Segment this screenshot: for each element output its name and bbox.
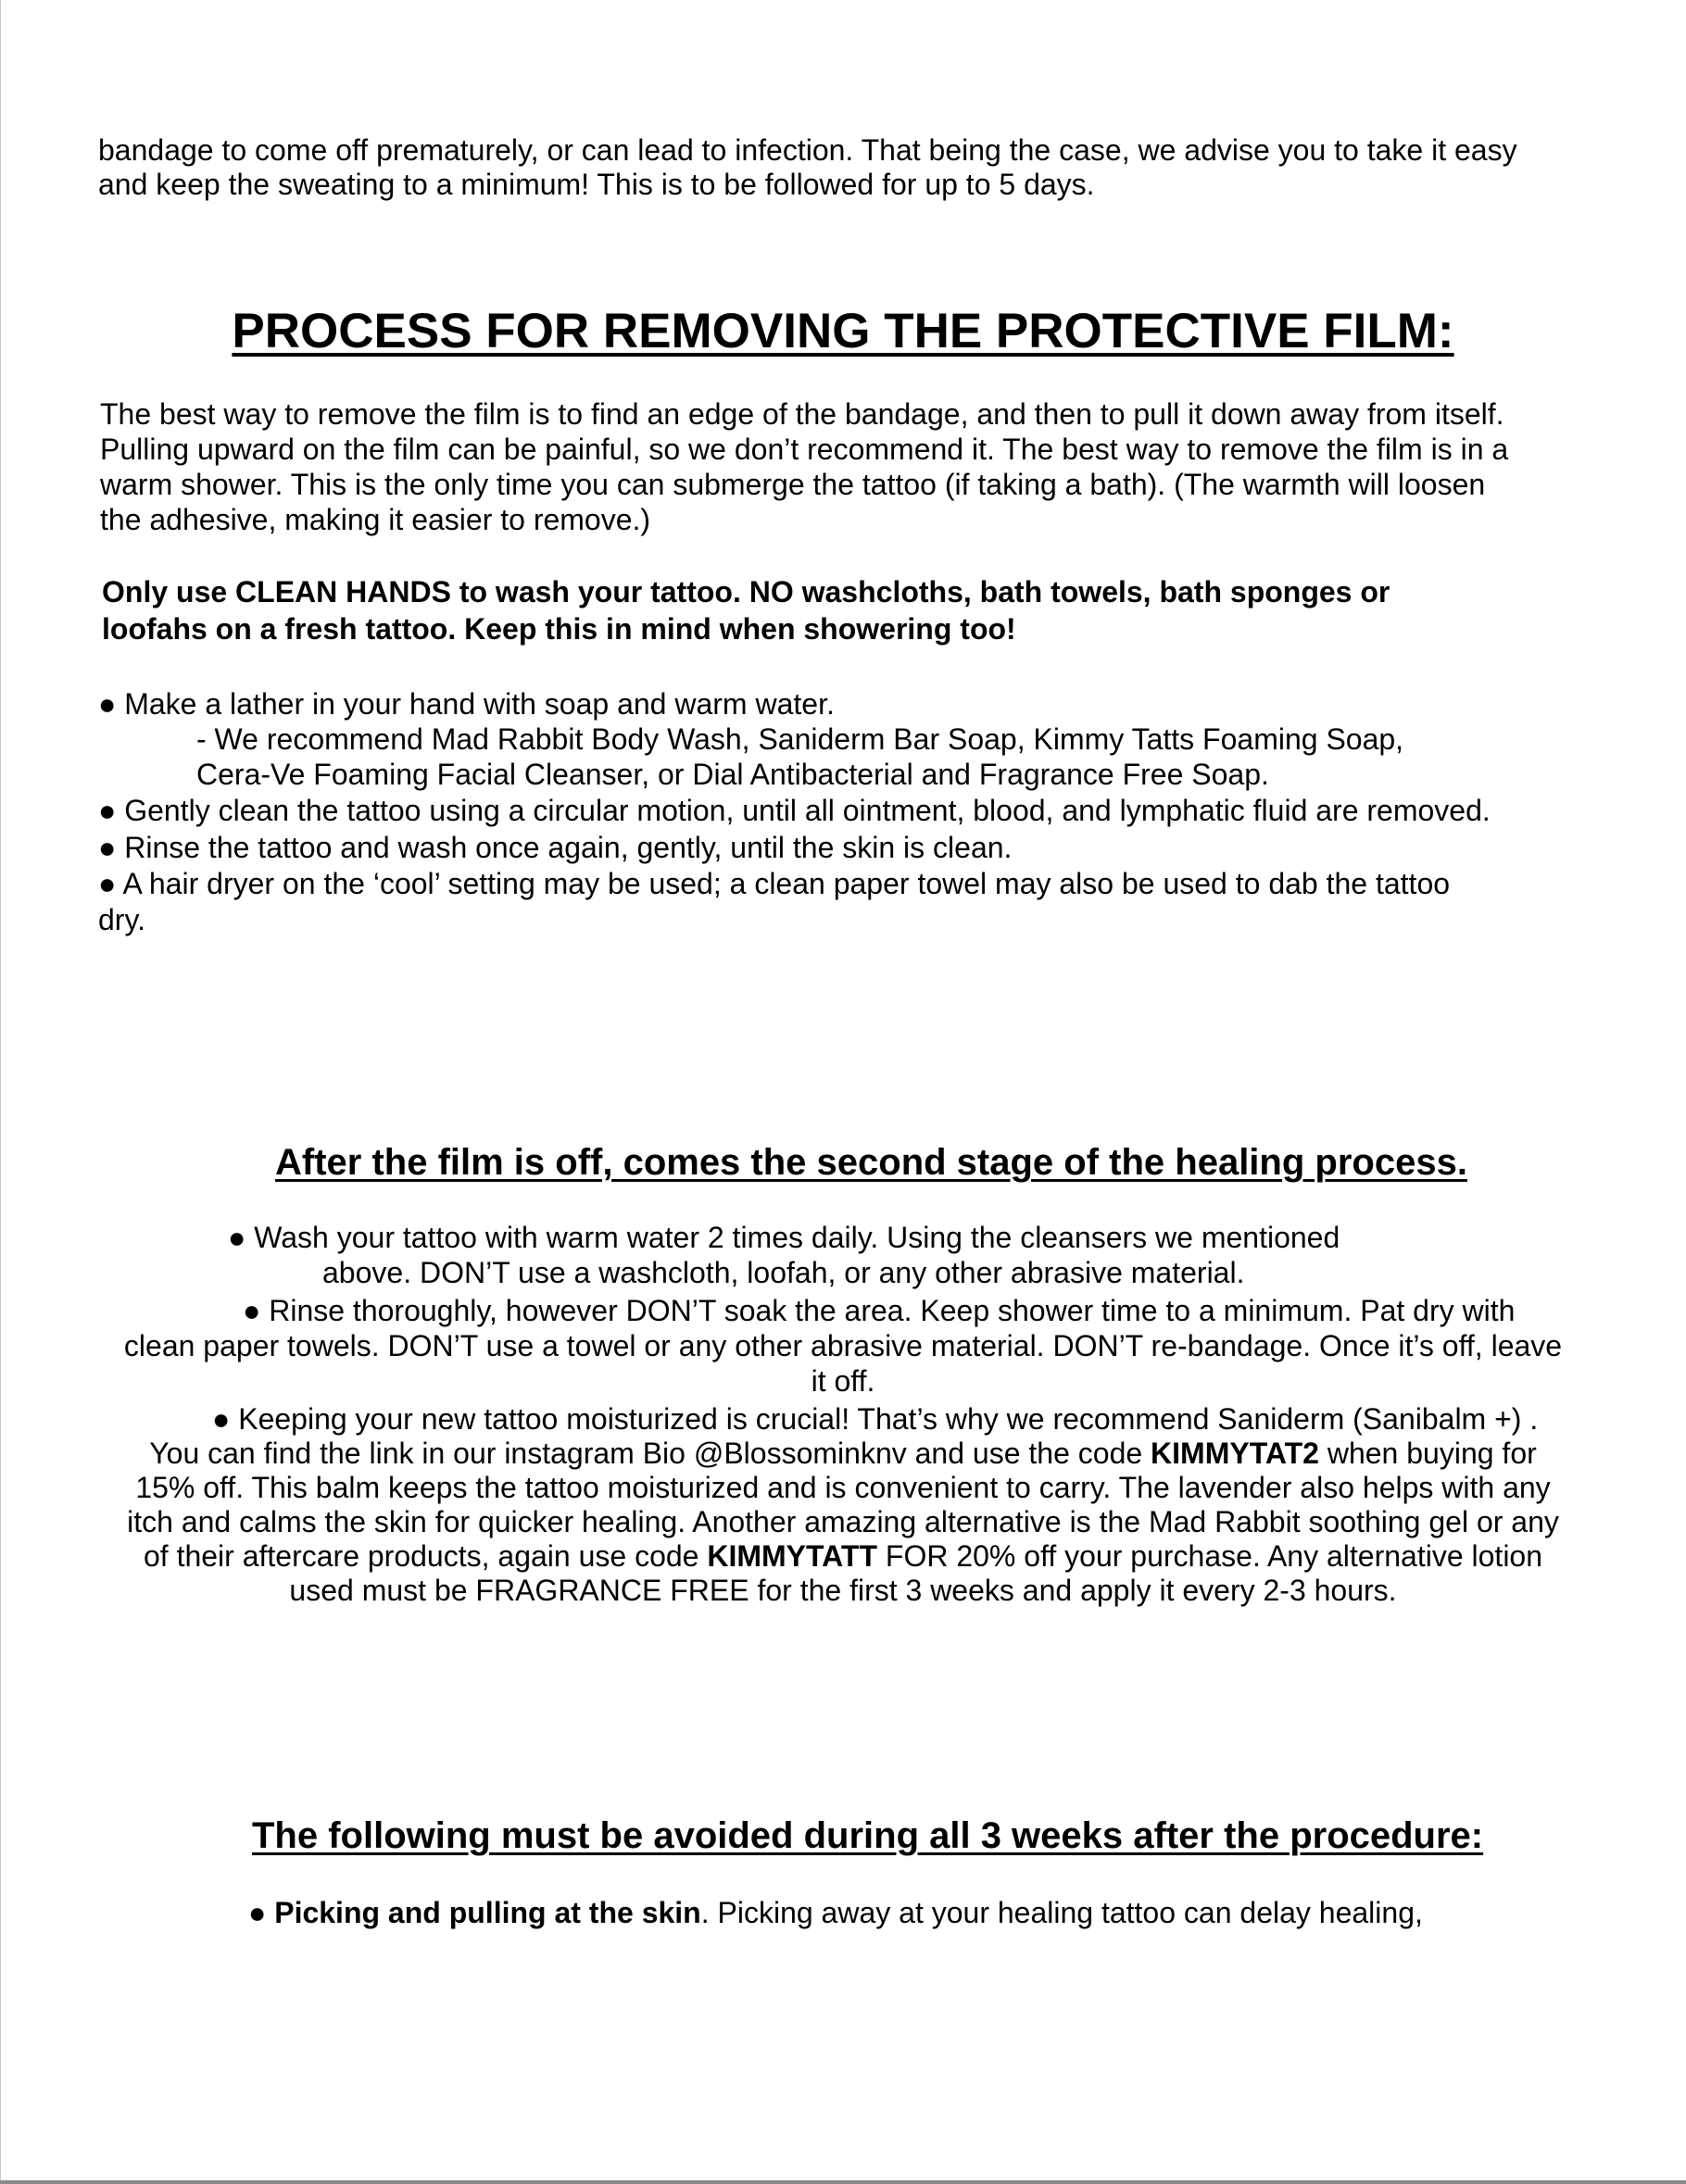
- healing-line: clean paper towels. DON’T use a towel or any other abrasive material. DON’T re-bandage. Once it’s off, leave: [123, 1329, 1563, 1362]
- list-item: ● Make a lather in your hand with soap and warm water.: [98, 687, 835, 721]
- list-item-sub: - We recommend Mad Rabbit Body Wash, Saniderm Bar Soap, Kimmy Tatts Foaming Soap,: [196, 722, 1404, 756]
- bullet-bold: Picking and pulling at the skin: [274, 1896, 701, 1929]
- list-item: [248, 1895, 1423, 1930]
- healing-text: FOR 20% off your purchase. Any alternative lotion: [877, 1539, 1543, 1573]
- paragraph-line: The best way to remove the film is to find an edge of the bandage, and then to pull it down away from itself.: [100, 397, 1504, 431]
- healing-line: ● Rinse thoroughly, however DON’T soak the area. Keep shower time to a minimum. Pat dry with: [243, 1294, 1516, 1327]
- healing-text: You can find the link in our instagram Bio @Blossominknv and use the code: [149, 1437, 1151, 1470]
- intro-line-1: bandage to come off prematurely, or can lead to infection. That being the case, we advise you to take it easy: [98, 133, 1517, 167]
- section-title-avoid: The following must be avoided during all 3 weeks after the procedure:: [252, 1815, 1484, 1856]
- healing-line: ● Wash your tattoo with warm water 2 times daily. Using the cleansers we mentioned: [228, 1221, 1340, 1254]
- section-title-second-stage: After the film is off, comes the second stage of the healing process.: [275, 1142, 1467, 1183]
- list-item-sub: Cera-Ve Foaming Facial Cleanser, or Dial Antibacterial and Fragrance Free Soap.: [196, 758, 1269, 791]
- paragraph-line: Pulling upward on the film can be painful, so we don’t recommend it. The best way to remove the film is in a: [100, 433, 1509, 466]
- bullet: ●: [248, 1896, 275, 1929]
- healing-line: ● Keeping your new tattoo moisturized is crucial! That’s why we recommend Saniderm (Sanibalm +) .: [212, 1402, 1539, 1436]
- paragraph-line: the adhesive, making it easier to remove.): [100, 503, 651, 536]
- section-title-removing-film: PROCESS FOR REMOVING THE PROTECTIVE FILM:: [232, 304, 1454, 358]
- healing-line: [0, 1538, 1686, 1574]
- list-item: ● A hair dryer on the ‘cool’ setting may be used; a clean paper towel may also be used to dab the tattoo: [98, 867, 1451, 900]
- intro-line-2: and keep the sweating to a minimum! This is to be followed for up to 5 days.: [98, 168, 1095, 201]
- list-item-cont: dry.: [98, 903, 145, 936]
- promo-code: KIMMYTAT2: [1151, 1437, 1319, 1470]
- paragraph-line: warm shower. This is the only time you can submerge the tattoo (if taking a bath). (The warmth will loosen: [100, 468, 1486, 501]
- healing-line: above. DON’T use a washcloth, loofah, or any other abrasive material.: [322, 1256, 1245, 1289]
- healing-text: when buying for: [1318, 1437, 1537, 1470]
- healing-line: itch and calms the skin for quicker healing. Another amazing alternative is the Mad Rabbit soothing gel or any: [127, 1505, 1559, 1538]
- bullet-text: . Picking away at your healing tattoo can delay healing,: [700, 1896, 1423, 1929]
- promo-code: KIMMYTATT: [707, 1539, 877, 1573]
- page-bottom-edge: [0, 2180, 1686, 2184]
- clean-hands-note: loofahs on a fresh tattoo. Keep this in mind when showering too!: [102, 612, 1016, 646]
- list-item: ● Gently clean the tattoo using a circular motion, until all ointment, blood, and lymphatic fluid are removed.: [98, 794, 1491, 827]
- list-item: ● Rinse the tattoo and wash once again, gently, until the skin is clean.: [98, 831, 1013, 864]
- clean-hands-note: Only use CLEAN HANDS to wash your tattoo. NO washcloths, bath towels, bath sponges or: [102, 575, 1390, 609]
- healing-line: [0, 1436, 1686, 1471]
- healing-line: used must be FRAGRANCE FREE for the first 3 weeks and apply it every 2-3 hours.: [289, 1574, 1397, 1607]
- healing-line: 15% off. This balm keeps the tattoo moisturized and is convenient to carry. The lavender also helps with any: [135, 1471, 1551, 1504]
- healing-text: of their aftercare products, again use code: [143, 1539, 708, 1573]
- healing-line: it off.: [811, 1364, 875, 1398]
